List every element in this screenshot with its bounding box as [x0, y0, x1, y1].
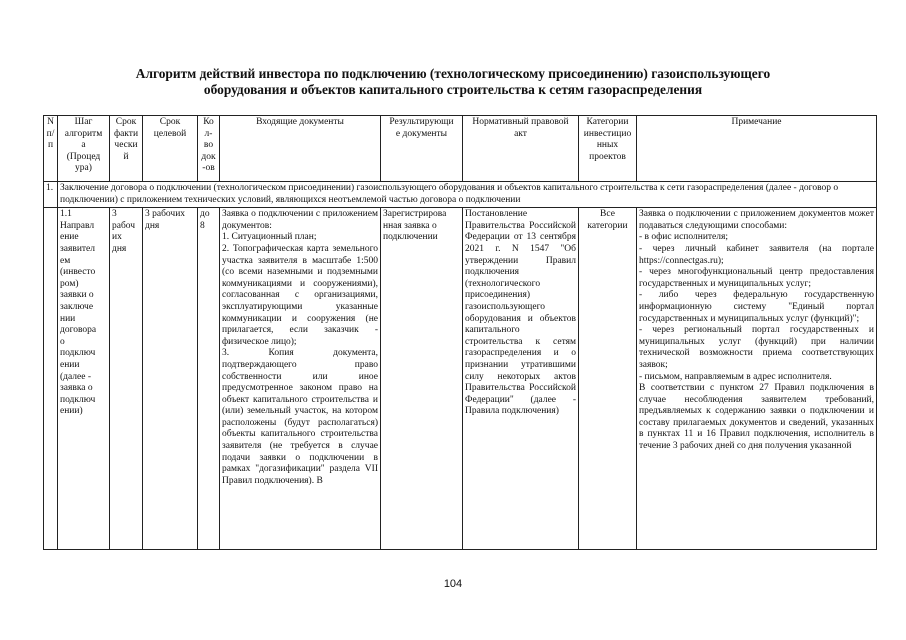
page-number: 104	[443, 578, 463, 590]
row-doc-count: до 8	[198, 208, 220, 550]
row-legal-act: Постановление Правительства Российской Федерации от 13 сентября 2021 г. N 1547 "Об утверждении Правил подключения (технологического присоединения) газоиспользующего оборудования и объектов капитального строительства к сетям газораспределения и о признании утратившими силу некоторых актов Правительства Российской Федерации" (далее - Правила подключения)	[463, 208, 579, 550]
header-target-term: Срок целевой	[143, 116, 198, 182]
row-result-docs: Зарегистрирова нная заявка о подключении	[381, 208, 463, 550]
header-input-docs: Входящие документы	[220, 116, 381, 182]
row-step: 1.1 Направл ение заявител ем (инвесто ром) заявки о заключе нии договора о подключ ении (далее - заявка о подключ ении)	[58, 208, 110, 550]
row-actual-term: 3 рабоч их дня	[110, 208, 143, 550]
row-categories: Все категории	[579, 208, 637, 550]
algorithm-table	[43, 115, 877, 550]
table-header-row	[44, 116, 877, 182]
row-note: Заявка о подключении с приложением документов может подаваться следующими способами: - в офис исполнителя; - через личный кабинет заявителя (на портале https://connectgas.ru); - через многофункциональный центр предоставления государственных и муниципальных услуг; - либо через федеральную государственную информационную систему "Единый портал государственных и муниципальных услуг (функций)"; - через региональный портал государственных и муниципальных услуг (функций) при наличии технической возможности приема соответствующих заявок; - письмом, направляемым в адрес исполнителя. В соответствии с пунктом 27 Правил подключения в случае несоблюдения заявителем требований, предъявляемых к содержанию заявки о подключении и составу прилагаемых документов и сведений, указанных в пунктах 11 и 16 Правил подключения, исполнитель в течение 3 рабочих дней со дня получения указанной	[637, 208, 877, 550]
row-target-term: 3 рабочих дня	[143, 208, 198, 550]
row-number	[44, 208, 58, 550]
header-number: N п/ п	[44, 116, 58, 182]
section-number: 1.	[44, 182, 58, 208]
section-row	[44, 182, 877, 208]
title-line-2: оборудования и объектов капитального строительства к сетям газораспределения	[203, 82, 703, 97]
document-title	[60, 66, 846, 98]
header-result-docs: Результирующи е документы	[381, 116, 463, 182]
header-note: Примечание	[637, 116, 877, 182]
header-step: Шаг алгоритм а (Процед ура)	[58, 116, 110, 182]
title-line-1: Алгоритм действий инвестора по подключению (технологическому присоединению) газоиспользующего	[135, 66, 771, 81]
header-doc-count: Ко л- во док -ов	[198, 116, 220, 182]
header-categories: Категории инвестицио нных проектов	[579, 116, 637, 182]
header-legal-act: Нормативный правовой акт	[463, 116, 579, 182]
row-input-docs: Заявка о подключении с приложением документов: 1. Ситуационный план; 2. Топографическая карта земельного участка заявителя в масштабе 1:500 (со всеми наземными и подземными коммуникациями и сооружениями), согласованная с организациями, эксплуатирующими указанные коммуникации и сооружения (не прилагается, если заказчик - физическое лицо); 3. Копия документа, подтверждающего право собственности или иное предусмотренное законом право на объект капитального строительства и (или) земельный участок, на котором расположены (будут располагаться) объекты капитального строительства заявителя (не требуется в случае подачи заявки о подключении в рамках "догазификации" раздела VII Правил подключения). В	[220, 208, 381, 550]
section-title: Заключение договора о подключении (технологическом присоединении) газоиспользующего оборудования и объектов капитального строительства к сети газораспределения (далее - договор о подключении) с приложением технических условий, являющихся неотъемлемой частью договора о подключении	[58, 182, 877, 208]
table-row	[44, 208, 877, 550]
header-actual-term: Срок факти чески й	[110, 116, 143, 182]
